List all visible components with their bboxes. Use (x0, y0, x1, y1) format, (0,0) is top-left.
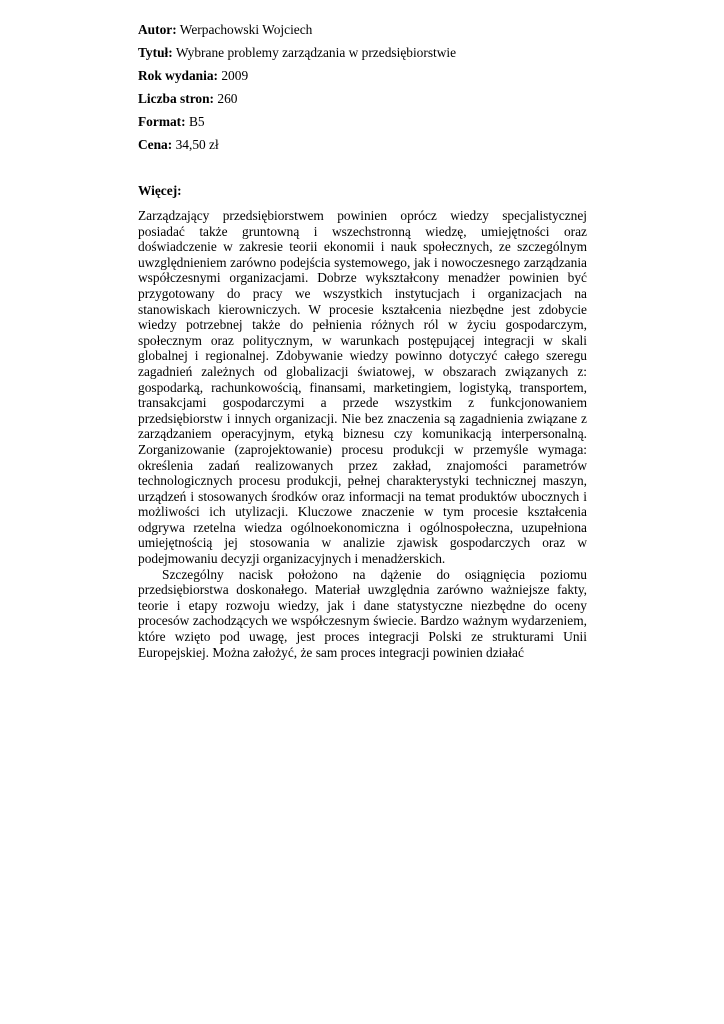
format-line (138, 110, 587, 133)
document-page (138, 18, 587, 660)
description-paragraph-2: Szczególny nacisk położono na dążenie do osiągnięcia poziomu przedsiębiorstwa doskonałego. Materiał uwzględnia zarówno ważniejsze fakty, teorie i etapy rozwoju wiedzy, jak i dane statystyczne niezbędne do oceny procesów zachodzących we współczesnym świecie. Bardzo ważnym wydarzeniem, które wzięto pod uwagę, jest proces integracji Polski ze strukturami Unii Europejskiej. Można założyć, że sam proces integracji powinien działać (138, 566, 587, 660)
price-label: Cena: (138, 137, 173, 152)
pages-value: 260 (217, 91, 238, 106)
year-line (138, 64, 587, 87)
author-line (138, 18, 587, 41)
year-value: 2009 (221, 68, 249, 83)
pages-label: Liczba stron: (138, 91, 215, 106)
price-value: 34,50 zł (175, 137, 219, 152)
title-value: Wybrane problemy zarządzania w przedsiębiorstwie (175, 45, 457, 60)
price-line (138, 133, 587, 156)
format-value: B5 (188, 114, 205, 129)
description-paragraph-1: Zarządzający przedsiębiorstwem powinien oprócz wiedzy specjalistycznej posiadać także gruntowną i wszechstronną wiedzę, umiejętności oraz doświadczenie w zakresie teorii ekonomii i nauk społecznych, ze szczególnym uwzględnieniem zarówno podejścia systemowego, jak i nowoczesnego zarządzania współczesnymi organizacjami. Dobrze wykształcony menadżer powinien być przygotowany do pracy we wszystkich instytucjach i organizacjach na stanowiskach kierowniczych. W procesie kształcenia niezbędne jest zdobycie wiedzy potrzebnej także do pełnienia różnych ról w życiu gospodarczym, społecznym oraz politycznym, w warunkach postępującej integracji w skali globalnej i regionalnej. Zdobywanie wiedzy powinno dotyczyć całego szeregu zagadnień zależnych od globalizacji światowej, w obszarach związanych z: gospodarką, rachunkowością, finansami, marketingiem, logistyką, transportem, transakcjami gospodarczymi a przede wszystkim z funkcjonowaniem przedsiębiorstw i innych organizacji. Nie bez znaczenia są zagadnienia związane z zarządzaniem operacyjnym, etyką biznesu czy komunikacją interpersonalną. Zorganizowanie (zaprojektowanie) procesu produkcji w przemyśle wymaga: określenia zadań realizowanych przez zakład, znajomości parametrów technologicznych procesu produkcji, pełnej charakterystyki technicznej maszyn, urządzeń i stosowanych środków oraz informacji na temat produktów ubocznych i możliwości ich utylizacji. Kluczowe znaczenie w tym procesie kształcenia odgrywa rzetelna wiedza ogólnoekonomiczna i ogólnospołeczna, uzupełniona umiejętnością jej stosowania w analizie zjawisk gospodarczych oraz w podejmowaniu decyzji organizacyjnych i menadżerskich. (138, 208, 587, 567)
more-heading: Więcej: (138, 183, 182, 198)
pages-line (138, 87, 587, 110)
title-line (138, 41, 587, 64)
author-label: Autor: (138, 22, 177, 37)
year-label: Rok wydania: (138, 68, 218, 83)
format-label: Format: (138, 114, 186, 129)
title-label: Tytuł: (138, 45, 173, 60)
author-value: Werpachowski Wojciech (179, 22, 313, 37)
